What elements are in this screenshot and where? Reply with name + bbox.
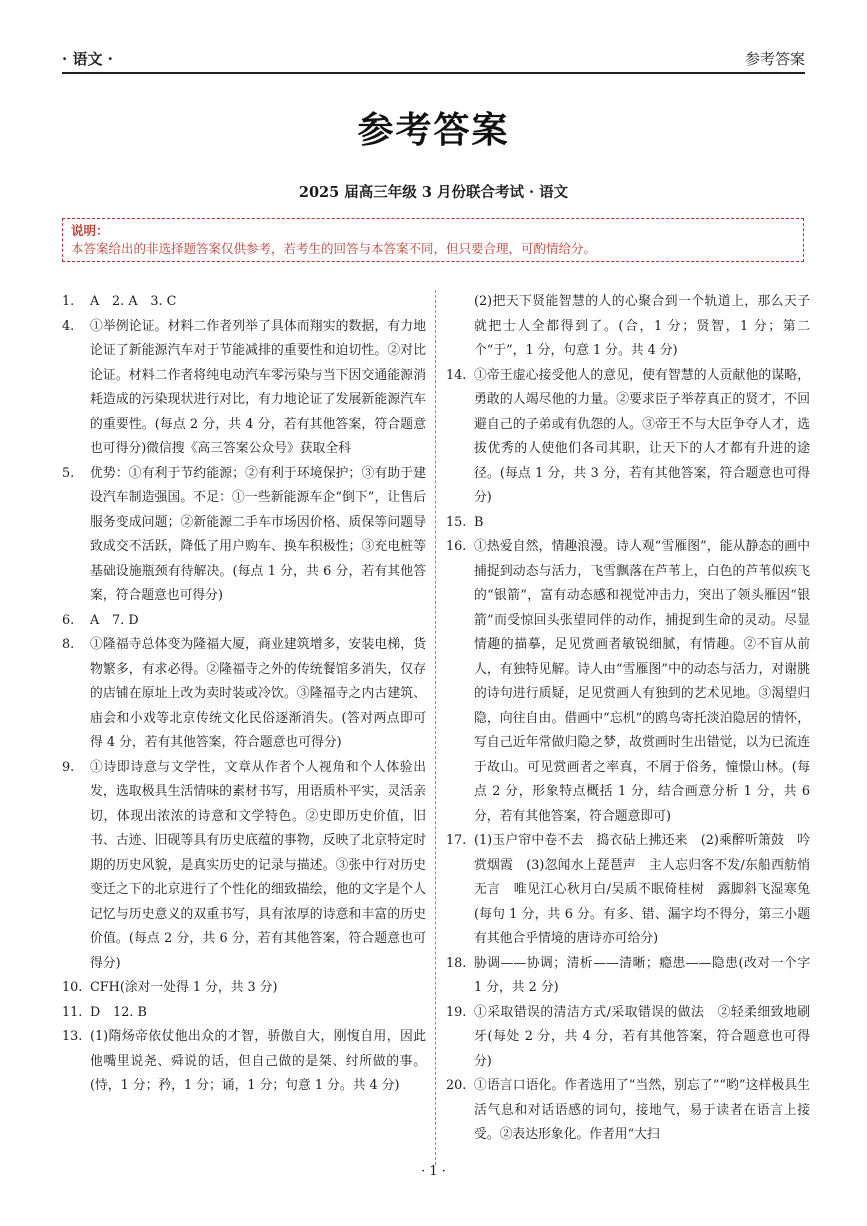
item-number: 18.	[446, 955, 467, 971]
item-text: ①帝王虚心接受他人的意见，使有智慧的人贡献他的谋略，勇敢的人竭尽他的力量。②要求臣子举荐真正的贤才，不回避自己的子弟或有仇怨的人。③帝王不与大臣争夺人才，选拔优秀的人使他们各司其职，让天下的人才都有升进的途径。(每点 1 分，共 3 分，若有其他答案，符合题意也可得分)	[474, 367, 810, 505]
answer-item	[62, 1001, 426, 1026]
item-text: B	[474, 514, 484, 530]
item-text: ①热爱自然，情趣浪漫。诗人观“雪雁图”，能从静态的画中捕捉到动态与活力，飞雪飘落在芦苇上，白色的芦苇似疾飞的“银箭”，富有动态感和视觉冲击力，突出了领头雁因“银箭”而受惊回头张望同伴的动作，捕捉到生命的灵动。尽显情趣的描摹，足见赏画者敏锐细腻，有情趣。②不盲从前人，有独特见解。诗人由“雪雁图”中的动态与活力，对谢朓的诗句进行质疑，足见赏画人有独到的艺术见地。③渴望归隐，向往自由。借画中“忘机”的鸥鸟寄托淡泊隐居的情怀，写自己近年常做归隐之梦，故赏画时生出错觉，以为已流连于故山。可见赏画者之率真，不屑于俗务，憧憬山林。(每点 2 分，形象特点概括 1 分，结合画意分析 1 分，共 6 分，若有其他答案，符合题意即可)	[474, 539, 810, 824]
item-text: ①诗即诗意与文学性，文章从作者个人视角和个人体验出发，选取极具生活情味的素材书写，用语质朴平实，灵活亲切，体现出浓浓的诗意和文学特色。②史即历史价值，旧书、古迹、旧砚等具有历史底蕴的事物，反映了北京特定时期的历史风貌，是真实历史的记录与描述。③张中行对历史变迁之下的北京进行了个性化的细致描绘，他的文字是个人记忆与历史意义的双重书写，具有浓厚的诗意和丰富的历史价值。(每点 2 分，共 6 分，若有其他答案，符合题意也可得分)	[90, 759, 426, 971]
answer-item	[446, 1074, 810, 1148]
item-number: 4.	[62, 318, 75, 334]
answer-item	[62, 633, 426, 756]
exam-subtitle: 2025 届高三年级 3 月份联合考试 · 语文	[298, 184, 569, 201]
item-number: 8.	[62, 637, 75, 652]
answer-item	[446, 1001, 810, 1075]
page-header	[62, 46, 805, 74]
item-text: CFH(涂对一处得 1 分，共 3 分)	[90, 980, 278, 995]
item-text: 胁调——协调；清析——清晰；瘾患——隐患(改对一个字 1 分，共 2 分)	[474, 955, 810, 995]
item-13-continuation: (2)把天下贤能智慧的人的心聚合到一个轨道上，那么天子就把士人全都得到了。(合，1 分；贤智，1 分；第二个“于”，1 分，句意 1 分。共 4 分)	[474, 294, 810, 358]
answer-item	[446, 364, 810, 511]
item-number: 16.	[446, 539, 467, 554]
item-number: 10.	[62, 980, 83, 995]
answer-item	[446, 511, 810, 536]
item-text: ①举例论证。材料二作者列举了具体而翔实的数据，有力地论证了新能源汽车对于节能减排的重要性和迫切性。②对比论证。材料二作者将纯电动汽车零污染与当下因交通能源消耗造成的污染现状进行对比，有力地论证了发展新能源汽车的重要性。(每点 2 分，共 4 分，若有其他答案，符合题意也可得分)微信搜《高三答案公众号》获取全科	[90, 318, 426, 456]
item-text: D 12. B	[90, 1004, 147, 1020]
item-number: 9.	[62, 759, 75, 775]
note-body: 本答案给出的非选择题答案仅供参考，若考生的回答与本答案不同，但只要合理，可酌情给分。	[71, 241, 597, 256]
item-number: 6.	[62, 612, 75, 628]
item-number: 5.	[62, 465, 75, 481]
answer-item	[446, 535, 810, 829]
item-text: (1)玉户帘中卷不去 捣衣砧上拂还来 (2)乘醉听箫鼓 吟赏烟霞 (3)忽闻水上琵琶声 主人忘归客不发/东船西舫悄无言 唯见江心秋月白/吴质不眠倚桂树 露脚斜飞湿寒兔(每句 1 分，共 6 分。有多、错、漏字均不得分，第三小题有其他合乎情境的唐诗亦可给分)	[474, 833, 810, 946]
item-number: 1.	[62, 294, 75, 309]
answer-item	[446, 829, 810, 952]
item-number: 19.	[446, 1004, 467, 1020]
item-number: 13.	[62, 1029, 83, 1044]
answer-item	[62, 976, 426, 1001]
header-doc-type: 参考答案	[744, 50, 805, 68]
item-text: ①隆福寺总体变为隆福大厦，商业建筑增多，安装电梯，货物繁多，有求必得。②隆福寺之外的传统餐馆多消失，仅存的店铺在原址上改为卖时装或冷饮。③隆福寺之内古建筑、庙会和小戏等北京传统文化民俗逐渐消失。(答对两点即可得 4 分，若有其他答案，符合题意也可得分)	[90, 637, 426, 750]
item-number: 17.	[446, 833, 467, 848]
item-text: ①采取错误的清洁方式/采取错误的做法 ②轻柔细致地刷牙(每处 2 分，共 4 分，若有其他答案，符合题意也可得分)	[474, 1004, 810, 1069]
header-subject: · 语文 ·	[62, 50, 113, 68]
right-column	[446, 290, 810, 1148]
item-text: (1)隋炀帝依仗他出众的才智，骄傲自大，刚愎自用，因此他嘴里说尧、舜说的话，但自己做的是桀、纣所做的事。(恃，1 分；矜，1 分；诵，1 分；句意 1 分。共 4 分)	[90, 1029, 426, 1093]
note-heading: 说明：	[71, 223, 109, 238]
answer-item	[62, 462, 426, 609]
item-number: 14.	[446, 367, 467, 383]
item-text: A 2. A 3. C	[90, 294, 177, 309]
item-number: 15.	[446, 514, 467, 530]
item-number: 11.	[62, 1004, 83, 1020]
answer-item	[446, 952, 810, 1001]
item-text: ①语言口语化。作者选用了“当然，别忘了”“哟”这样极具生活气息和对话语感的词句，接地气，易于读者在语言上接受。②表达形象化。作者用“大扫	[474, 1078, 810, 1142]
answer-item	[62, 290, 426, 315]
answer-item	[62, 315, 426, 462]
item-text: A 7. D	[90, 612, 139, 628]
answer-item	[62, 756, 426, 977]
left-column	[62, 290, 426, 1099]
answer-item	[62, 1025, 426, 1099]
page-title: 参考答案	[357, 110, 510, 151]
item-text: 优势：①有利于节约能源；②有利于环境保护；③有助于建设汽车制造强国。不足：①一些新能源车企“倒下”，让售后服务变成问题；②新能源二手车市场因价格、质保等问题导致成交不活跃，降低了用户购车、换车积极性；③充电桩等基础设施瓶颈有待解决。(每点 1 分，共 6 分，若有其他答案，符合题意也可得分)	[90, 465, 426, 603]
column-divider	[435, 290, 436, 1165]
answer-item	[62, 609, 426, 634]
item-number: 20.	[446, 1078, 467, 1093]
page-number: · 1 ·	[421, 1164, 446, 1179]
note-box	[62, 218, 804, 262]
